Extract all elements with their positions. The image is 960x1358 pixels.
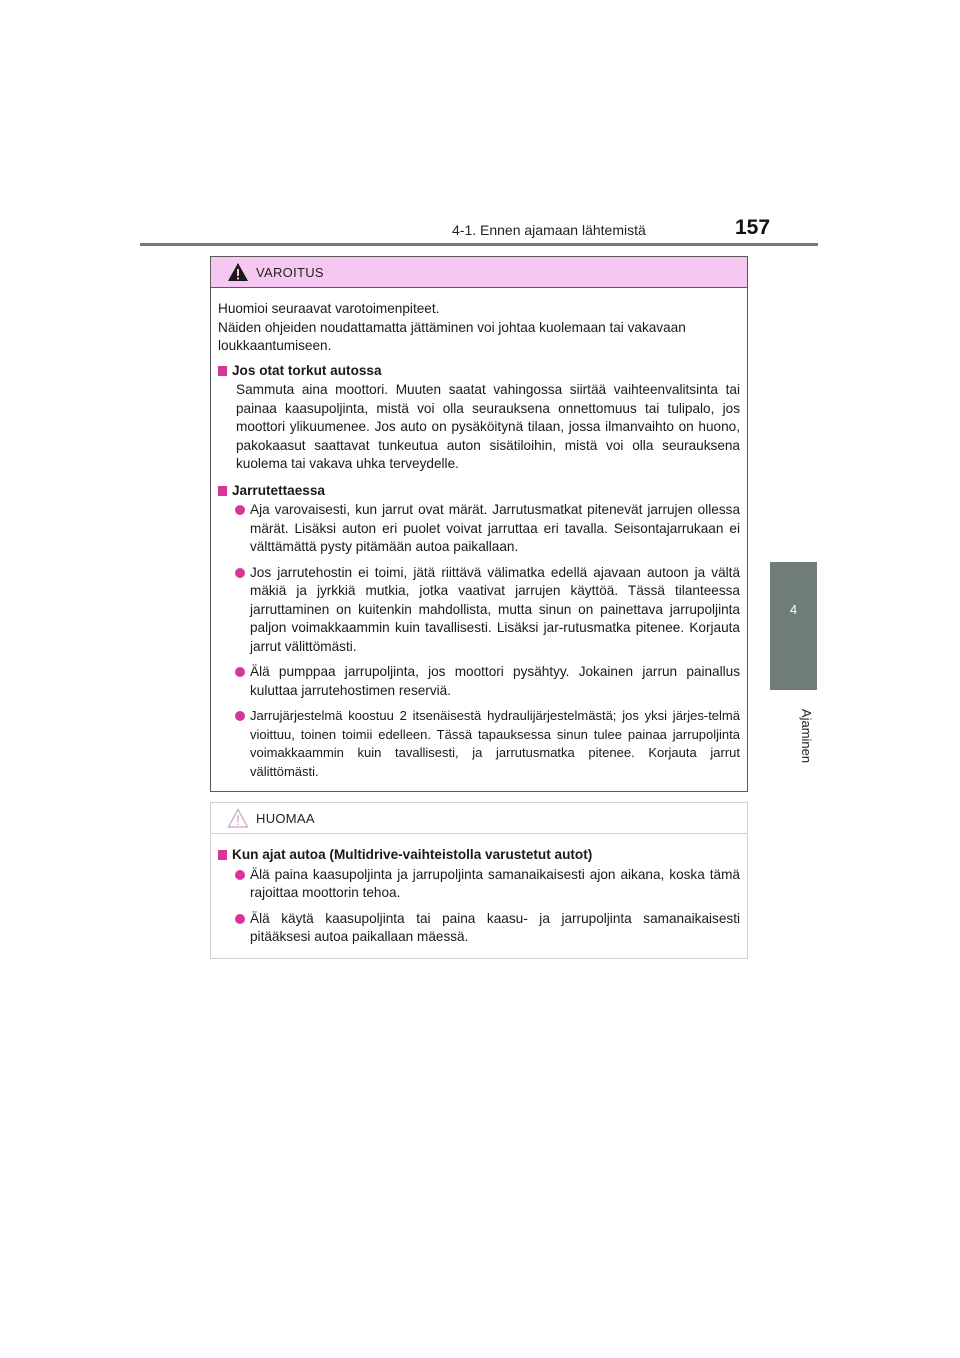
list-item-text: Älä käytä kaasupoljinta tai paina kaasu- ja jarrupoljinta samanaikaisesti pitääksesi autoa paikallaan mäessä. <box>250 910 740 944</box>
intro-line: Näiden ohjeiden noudattamatta jättäminen voi johtaa kuolemaan tai vakavaan loukkaantumiseen. <box>218 319 686 353</box>
warning-label: VAROITUS <box>256 265 324 280</box>
caution-triangle-icon <box>227 808 249 828</box>
warning-box <box>210 256 748 792</box>
list-item-text: Älä paina kaasupoljinta ja jarrupoljinta samanaikaisesti ajon aikana, koska tämä rajoittaa moottorin tehoa. <box>250 866 740 900</box>
section-heading <box>218 846 740 865</box>
chapter-number: 4 <box>789 602 798 617</box>
section-text: Sammuta aina moottori. Muuten saatat vahingossa siirtää vaihteenvalitsinta tai painaa kaasupoljinta, mistä voi olla seurauksena onnettomuus tai tulipalo, jos moottori ylikuumenee. Jos auto on pysäköitynä tilaan, jossa ilmanvaihto on huono, pakokaasut saattavat tunkeutua auton sisätiloihin, mistä voi olla seurauksena kuolema tai vakava uhka terveydelle. <box>236 382 740 471</box>
chapter-label <box>770 700 817 810</box>
notice-label: HUOMAA <box>256 811 315 826</box>
section-heading <box>218 362 740 381</box>
list-item-text: Aja varovaisesti, kun jarrut ovat märät. Jarrutusmatkat pitenevät jarrujen ollessa märät. Lisäksi auton eri puolet voivat jarruttaa eri tavalla. Seisontajarrukaan ei välttämättä pysty pitämään autoa paikallaan. <box>250 502 740 554</box>
list-item <box>218 707 740 781</box>
section-title: 4-1. Ennen ajamaan lähtemistä <box>452 222 646 238</box>
list-item <box>218 910 740 947</box>
intro-line: Huomioi seuraavat varotoimenpiteet. <box>218 301 440 316</box>
round-bullet-icon <box>235 870 245 880</box>
list-item <box>218 663 740 700</box>
header-divider <box>140 243 818 246</box>
square-bullet-icon <box>218 366 227 376</box>
list-item-text: Jarrujärjestelmä koostuu 2 itsenäisestä hydraulijärjestelmästä; jos yksi järjes-telmä vioittuu, toinen toimii edelleen. Tässä tapauksessa sinun tulee painaa jarrupoljinta voimakkaammin kuin tavallisesti, ja jarrutusmatka pitenee. Korjauta jarrut välittömästi. <box>250 708 740 779</box>
section-heading-text: Jos otat torkut autossa <box>232 362 382 378</box>
warning-header <box>211 257 747 288</box>
list-item-text: Jos jarrutehostin ei toimi, jätä riittävä välimatka edellä ajavaan autoon ja vältä mäkiä ja jyrkkiä mutkia, jotka vaativat jarrujen käyttöä. Tässä tilanteessa jarruttaminen on kuitenkin mahdollista, mutta sinun on painettava jarrupoljinta paljon voimakkaammin kuin tavallisesti. Lisäksi jar-rutusmatka pitenee. Korjauta jarrut välittömästi. <box>250 564 740 654</box>
list-item-text: Älä pumppaa jarrupoljinta, jos moottori pysähtyy. Jokainen jarrun painallus kuluttaa jarrutehostimen reserviä. <box>250 664 740 698</box>
round-bullet-icon <box>235 667 245 677</box>
round-bullet-icon <box>235 505 245 515</box>
chapter-tab <box>770 562 817 690</box>
list-item <box>218 501 740 557</box>
section-heading <box>218 482 740 501</box>
page-number: 157 <box>735 216 771 239</box>
square-bullet-icon <box>218 850 227 860</box>
section-heading-text: Kun ajat autoa (Multidrive-vaihteistolla varustetut autot) <box>232 847 593 862</box>
notice-body <box>211 834 747 947</box>
square-bullet-icon <box>218 486 227 496</box>
round-bullet-icon <box>235 914 245 924</box>
round-bullet-icon <box>235 568 245 578</box>
notice-box <box>210 802 748 959</box>
warning-body <box>211 288 747 781</box>
notice-header <box>211 803 747 834</box>
warning-triangle-icon <box>227 262 249 282</box>
warning-intro <box>218 300 740 356</box>
list-item <box>218 564 740 657</box>
list-item <box>218 866 740 903</box>
round-bullet-icon <box>235 711 245 721</box>
section-heading-text: Jarrutettaessa <box>232 482 325 498</box>
chapter-name: Ajaminen <box>798 708 814 764</box>
